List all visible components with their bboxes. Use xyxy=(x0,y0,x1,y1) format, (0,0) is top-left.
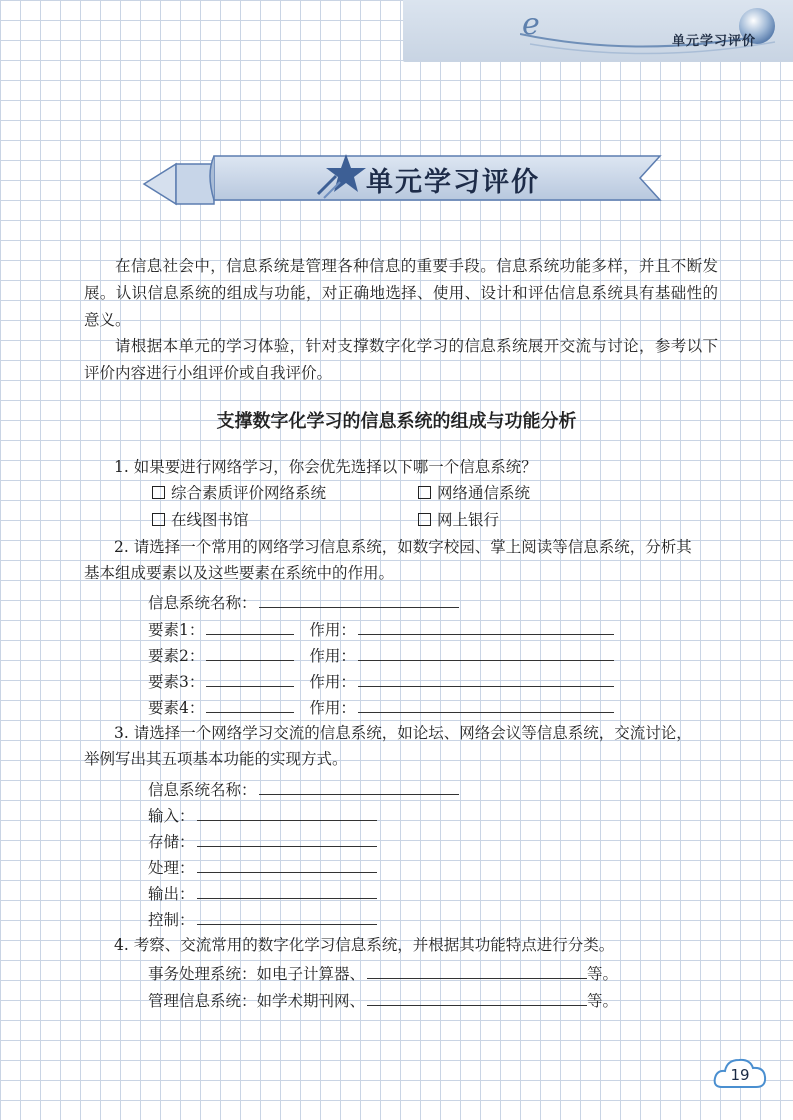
q3-function-row-1: 输入： xyxy=(148,804,377,826)
q2-role-2-blank[interactable] xyxy=(358,644,614,661)
q3-name-blank[interactable] xyxy=(259,778,459,795)
q4-row-2: 管理信息系统：如学术期刊网、 等。 xyxy=(148,989,618,1011)
q2-role-3-blank[interactable] xyxy=(358,670,614,687)
q2-element-1-blank[interactable] xyxy=(206,618,294,635)
q2-element-row-2: 要素2： 作用： xyxy=(148,644,614,666)
q2-role-1-blank[interactable] xyxy=(358,618,614,635)
intro-paragraph-2: 请根据本单元的学习体验，针对支撑数字化学习的信息系统展开交流与讨论，参考以下评价内容进行小组评价或自我评价。 xyxy=(84,337,718,382)
header-title: 单元学习评价 xyxy=(672,34,757,49)
q3-name-row: 信息系统名称： xyxy=(148,778,459,800)
q4-row-1-blank[interactable] xyxy=(367,962,587,979)
q2-element-row-1: 要素1： 作用： xyxy=(148,618,614,640)
q3-line-2: 举例写出其五项基本功能的实现方式。 xyxy=(84,750,348,768)
q2-role-4-blank[interactable] xyxy=(358,696,614,713)
checkbox-icon[interactable] xyxy=(152,513,165,526)
q2-name-row: 信息系统名称： xyxy=(148,591,459,613)
q1-option-1[interactable]: 综合素质评价网络系统 xyxy=(152,483,326,503)
q3-output-blank[interactable] xyxy=(197,882,377,899)
checkbox-icon[interactable] xyxy=(418,486,431,499)
q2-element-row-4: 要素4： 作用： xyxy=(148,696,614,718)
q2-element-4-blank[interactable] xyxy=(206,696,294,713)
q3-process-blank[interactable] xyxy=(197,856,377,873)
q3-function-row-3: 处理： xyxy=(148,856,377,878)
q2-line-1: 2. 请选择一个常用的网络学习信息系统，如数字校园、掌上阅读等信息系统，分析其 xyxy=(114,538,692,556)
q3-input-blank[interactable] xyxy=(197,804,377,821)
q1-text: 1. 如果要进行网络学习，你会优先选择以下哪一个信息系统？ xyxy=(114,458,537,476)
svg-text:e: e xyxy=(522,7,540,42)
q1-option-2[interactable]: 网络通信系统 xyxy=(418,483,530,503)
q2-name-blank[interactable] xyxy=(259,591,459,608)
intro-paragraph-1: 在信息社会中，信息系统是管理各种信息的重要手段。信息系统功能多样，并且不断发展。认识信息系统的组成与功能，对正确地选择、使用、设计和评估信息系统具有基础性的意义。 xyxy=(84,257,718,329)
q3-function-row-2: 存储： xyxy=(148,830,377,852)
q1-option-3[interactable]: 在线图书馆 xyxy=(152,510,249,530)
q3-line-1: 3. 请选择一个网络学习交流的信息系统，如论坛、网络会议等信息系统，交流讨论， xyxy=(114,724,692,742)
banner-title: 单元学习评价 xyxy=(366,167,540,198)
q4-row-2-blank[interactable] xyxy=(367,989,587,1006)
q2-element-row-3: 要素3： 作用： xyxy=(148,670,614,692)
section-title: 支撑数字化学习的信息系统的组成与功能分析 xyxy=(216,411,577,432)
q3-storage-blank[interactable] xyxy=(197,830,377,847)
q2-element-2-blank[interactable] xyxy=(206,644,294,661)
page-number: 19 xyxy=(730,1066,750,1084)
q2-line-2: 基本组成要素以及这些要素在系统中的作用。 xyxy=(84,564,395,582)
checkbox-icon[interactable] xyxy=(418,513,431,526)
q2-element-3-blank[interactable] xyxy=(206,670,294,687)
q4-row-1: 事务处理系统：如电子计算器、 等。 xyxy=(148,962,618,984)
checkbox-icon[interactable] xyxy=(152,486,165,499)
q3-function-row-4: 输出： xyxy=(148,882,377,904)
q1-option-4[interactable]: 网上银行 xyxy=(418,510,499,530)
q4-line-1: 4. 考察、交流常用的数字化学习信息系统，并根据其功能特点进行分类。 xyxy=(114,936,615,954)
q3-function-row-5: 控制： xyxy=(148,908,377,930)
q3-control-blank[interactable] xyxy=(197,908,377,925)
